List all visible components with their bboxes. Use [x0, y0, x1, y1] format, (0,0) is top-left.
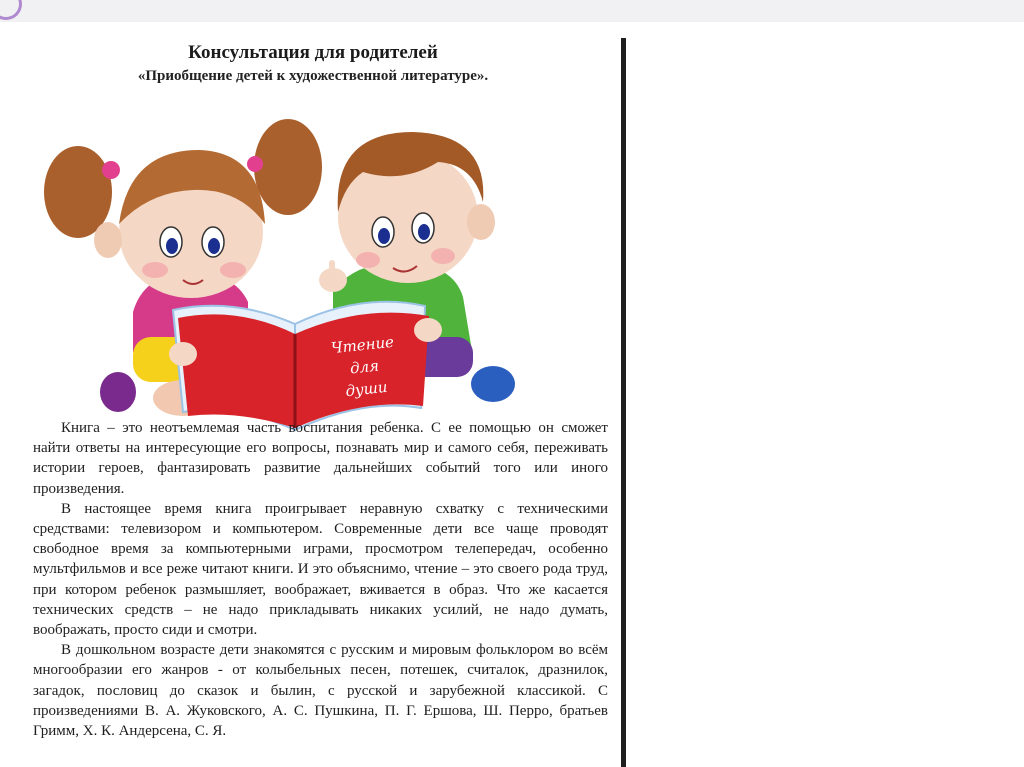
red-book-icon — [173, 302, 429, 430]
document-subtitle: «Приобщение детей к художественной литературе». — [137, 68, 489, 84]
paragraph-1: Книга – это неотъемлемая часть воспитания ребенка. С ее помощью он сможет найти ответы на интересующие его вопросы, познавать мир и самого себя, переживать истории героев, фантазировать развитие дальнейших событий того или иного произведения. — [33, 420, 608, 497]
paragraph-3: В дошкольном возрасте дети знакомятся с русским и мировым фольклором во всём многообразии его жанров - от колыбельных песен, потешек, считалок, дразнилок, загадок, пословиц до сказок и былин, с русской и зарубежной классикой. С произведениями В. А. Жуковского, А. С. Пушкина, П. Г. Ершова, Ш. Перро, братьев Гримм, Х. К. Андерсена, С. Я. — [33, 642, 608, 740]
paragraph-2: В настоящее время книга проигрывает неравную схватку с техническими средствами: телевизором и компьютером. Современные дети все чаще проводят свободное время за компьютерными играми, просмотром телепередач, особенно мультфильмов и все реже читают книги. И это объяснимо, чтение – это своего рода труд, при котором ребенок размышляет, воображает, вживается в образ. Что же касается технических средств – не надо прикладывать никаких усилий, не надо думать, воображать, просто сиди и смотри. — [33, 500, 608, 639]
book-cover-text-3: души — [344, 377, 389, 401]
children-reading-illustration — [33, 92, 533, 432]
body-text — [33, 418, 608, 741]
window-top-strip — [0, 0, 1024, 22]
document-title: Консультация для родителей — [188, 42, 438, 63]
document-page — [3, 28, 623, 767]
page-edge-divider — [621, 38, 626, 767]
book-cover-text-1: Чтение — [330, 332, 395, 358]
book-cover-text-2: для — [349, 356, 380, 378]
